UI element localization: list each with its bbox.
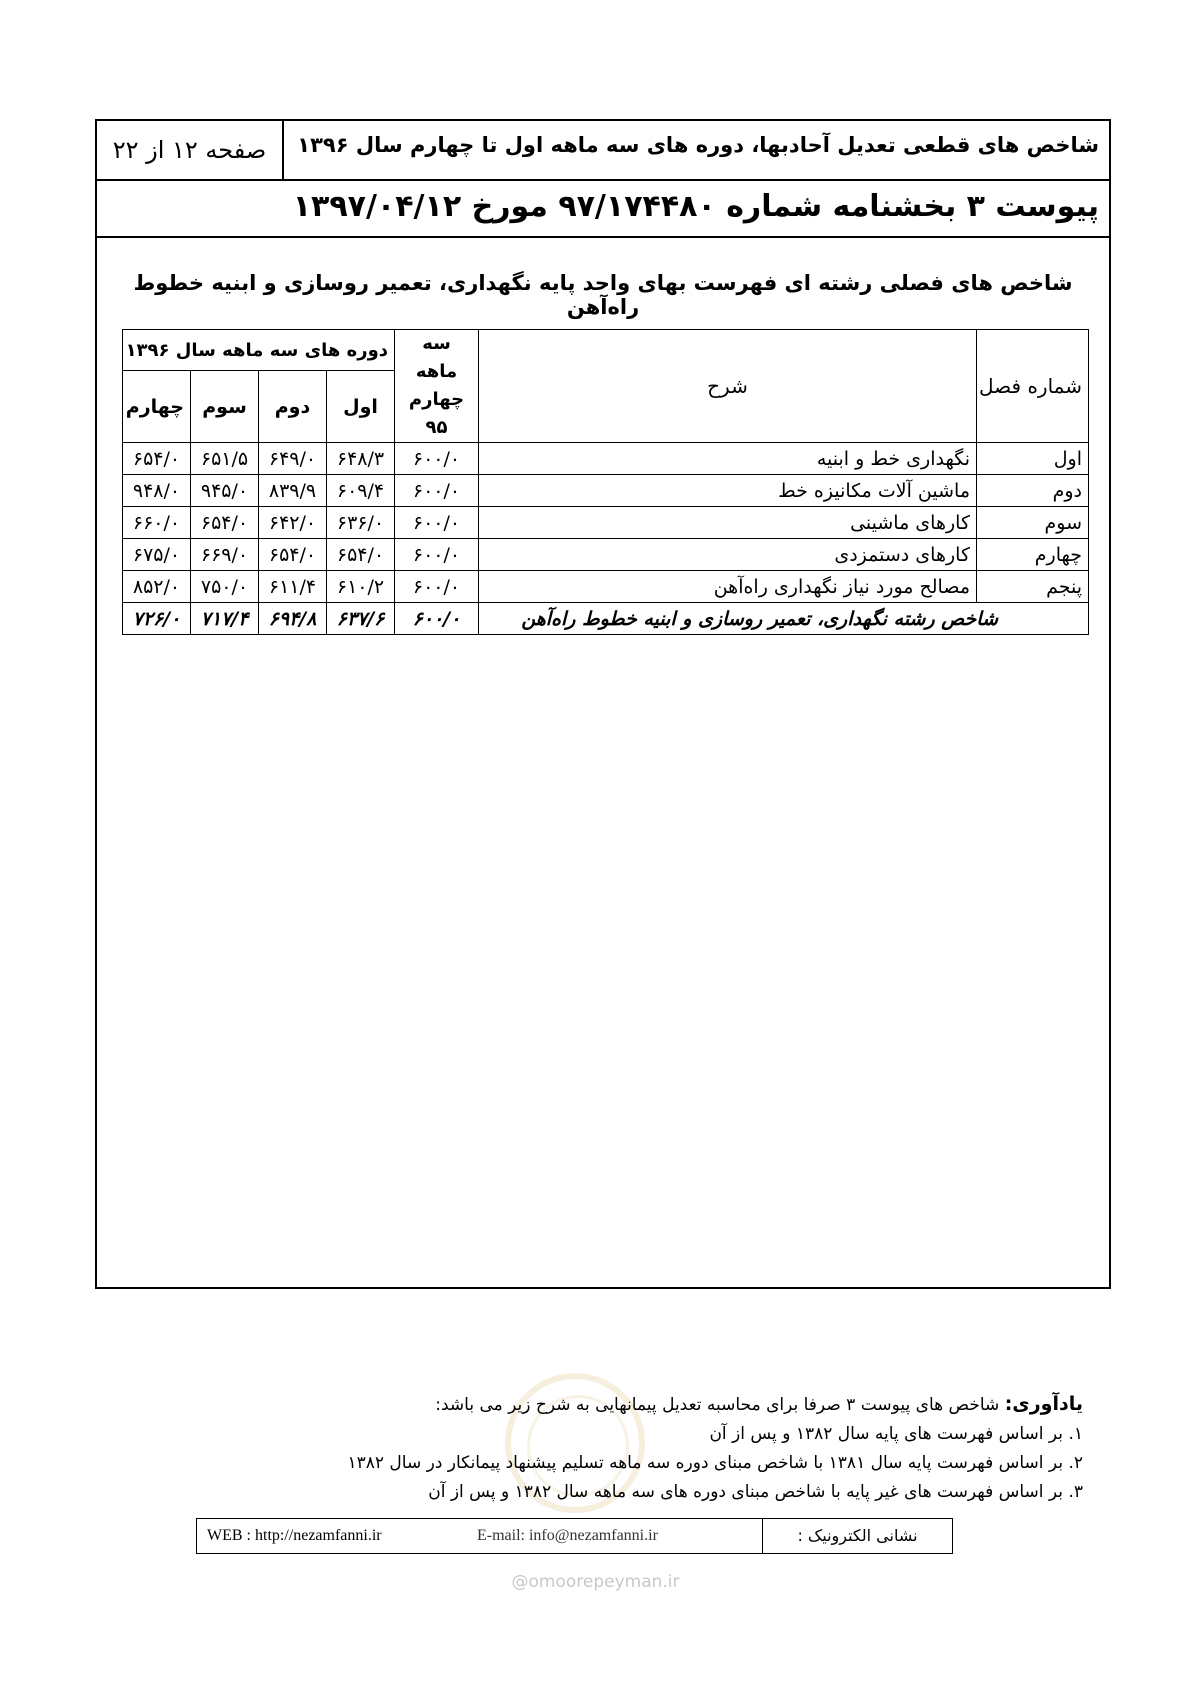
table-total-row <box>123 603 1089 635</box>
site-watermark: @omoorepeyman.ir <box>511 1572 680 1592</box>
footer-box <box>196 1518 953 1554</box>
total-desc-cell: شاخص رشته نگهداری، تعمیر روسازی و ابنیه خطوط راه‌آهن <box>479 603 1089 635</box>
footer-label: نشانی الکترونیک : <box>762 1519 952 1553</box>
chapter-cell: سوم <box>977 507 1089 539</box>
col-q4-header: چهارم <box>123 371 191 443</box>
desc-cell: کارهای دستمزدی <box>479 539 977 571</box>
total-q1-cell: ۶۳۷/۶ <box>327 603 395 635</box>
note-item: ۱. بر اساس فهرست های پایه سال ۱۳۸۲ و پس از آن <box>709 1424 1083 1444</box>
desc-cell: نگهداری خط و ابنیه <box>479 443 977 475</box>
note-item: ۳. بر اساس فهرست های غیر پایه با شاخص مبنای دوره های سه ماهه سال ۱۳۸۲ و پس از آن <box>428 1482 1083 1502</box>
base-cell: ۶۰۰/۰ <box>395 539 479 571</box>
notes-intro: شاخص های پیوست ۳ صرفا برای محاسبه تعدیل پیمانهایی به شرح زیر می باشد: <box>435 1395 1005 1415</box>
base-cell: ۶۰۰/۰ <box>395 507 479 539</box>
circular-title: پیوست ۳ بخشنامه شماره ۹۷/۱۷۴۴۸۰ مورخ ۱۳۹۷/۰۴/۱۲ <box>292 189 1099 224</box>
q3-cell: ۷۵۰/۰ <box>191 571 259 603</box>
q2-cell: ۸۳۹/۹ <box>259 475 327 507</box>
desc-cell: کارهای ماشینی <box>479 507 977 539</box>
chapter-cell: پنجم <box>977 571 1089 603</box>
notes-label: یادآوری: <box>1004 1393 1083 1415</box>
page-number: صفحه ۱۲ از ۲۲ <box>97 121 284 179</box>
chapter-cell: چهارم <box>977 539 1089 571</box>
footer-web[interactable]: WEB : http://nezamfanni.ir <box>207 1527 382 1544</box>
document-frame <box>95 119 1111 1289</box>
q3-cell: ۶۵۱/۵ <box>191 443 259 475</box>
footer-email[interactable]: E-mail: info@nezamfanni.ir <box>477 1527 658 1544</box>
chapter-cell: دوم <box>977 475 1089 507</box>
q2-cell: ۶۱۱/۴ <box>259 571 327 603</box>
circular-row <box>97 181 1109 238</box>
table-row <box>123 539 1089 571</box>
q3-cell: ۶۵۴/۰ <box>191 507 259 539</box>
col-group-header: دوره های سه ماهه سال ۱۳۹۶ <box>123 330 395 371</box>
total-q3-cell: ۷۱۷/۴ <box>191 603 259 635</box>
total-base-cell: ۶۰۰/۰ <box>395 603 479 635</box>
table-row <box>123 571 1089 603</box>
q2-cell: ۶۴۹/۰ <box>259 443 327 475</box>
notes-intro-line <box>348 1390 1084 1420</box>
q2-cell: ۶۵۴/۰ <box>259 539 327 571</box>
col-q3-header: سوم <box>191 371 259 443</box>
table-header-row <box>123 330 1089 371</box>
header-row <box>97 121 1109 181</box>
q4-cell: ۶۶۰/۰ <box>123 507 191 539</box>
q2-cell: ۶۴۲/۰ <box>259 507 327 539</box>
document-title: شاخص های قطعی تعدیل آحادبها، دوره های سه ماهه اول تا چهارم سال ۱۳۹۶ <box>297 133 1099 157</box>
q4-cell: ۶۵۴/۰ <box>123 443 191 475</box>
q4-cell: ۶۷۵/۰ <box>123 539 191 571</box>
desc-cell: ماشین آلات مکانیزه خط <box>479 475 977 507</box>
base-cell: ۶۰۰/۰ <box>395 443 479 475</box>
q4-cell: ۹۴۸/۰ <box>123 475 191 507</box>
q1-cell: ۶۳۶/۰ <box>327 507 395 539</box>
col-chapter-header: شماره فصل <box>977 330 1089 443</box>
q1-cell: ۶۴۸/۳ <box>327 443 395 475</box>
base-cell: ۶۰۰/۰ <box>395 475 479 507</box>
notes-block <box>348 1390 1084 1507</box>
col-q2-header: دوم <box>259 371 327 443</box>
index-table <box>122 329 1089 635</box>
total-q2-cell: ۶۹۴/۸ <box>259 603 327 635</box>
q1-cell: ۶۱۰/۲ <box>327 571 395 603</box>
chapter-cell: اول <box>977 443 1089 475</box>
table-row <box>123 475 1089 507</box>
base-cell: ۶۰۰/۰ <box>395 571 479 603</box>
total-q4-cell: ۷۲۶/۰ <box>123 603 191 635</box>
q3-cell: ۶۶۹/۰ <box>191 539 259 571</box>
q4-cell: ۸۵۲/۰ <box>123 571 191 603</box>
q1-cell: ۶۵۴/۰ <box>327 539 395 571</box>
col-desc-header: شرح <box>479 330 977 443</box>
q3-cell: ۹۴۵/۰ <box>191 475 259 507</box>
table-row <box>123 443 1089 475</box>
q1-cell: ۶۰۹/۴ <box>327 475 395 507</box>
table-row <box>123 507 1089 539</box>
col-q1-header: اول <box>327 371 395 443</box>
desc-cell: مصالح مورد نیاز نگهداری راه‌آهن <box>479 571 977 603</box>
col-base-header: سه ماهه چهارم ۹۵ <box>395 330 479 443</box>
note-item: ۲. بر اساس فهرست پایه سال ۱۳۸۱ با شاخص مبنای دوره سه ماهه تسلیم پیشنهاد پیمانکار در سال ۱۳۸۲ <box>347 1453 1083 1473</box>
section-title: شاخص های فصلی رشته ای فهرست بهای واحد پایه نگهداری، تعمیر روسازی و ابنیه خطوط راه‌آهن <box>133 271 1073 319</box>
